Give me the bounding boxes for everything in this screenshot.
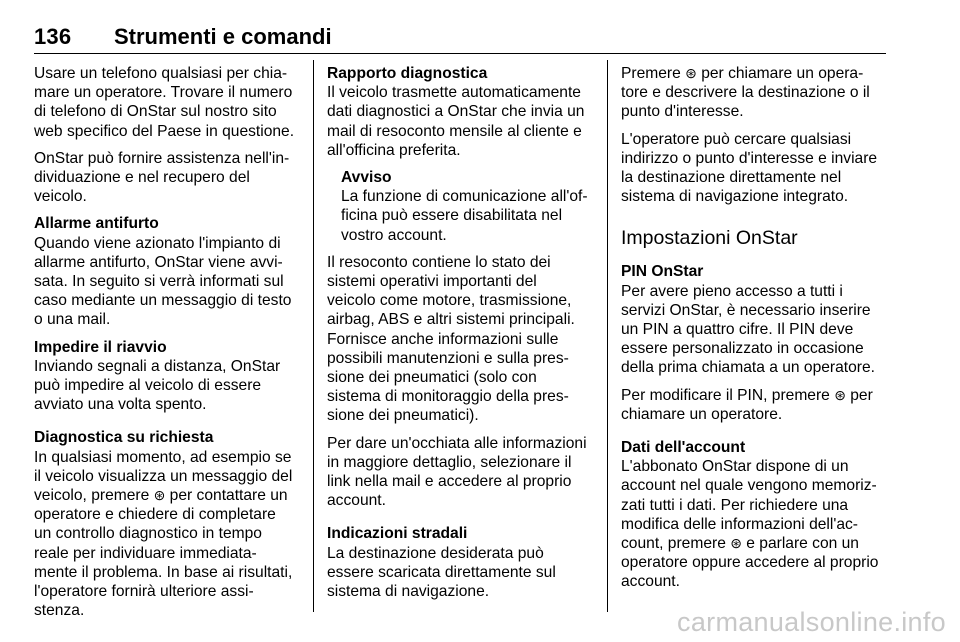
text-line: la destinazione direttamente nel [621,169,842,187]
section-pin [621,262,891,377]
paragraph [621,130,891,207]
text-line: reale per individuare immediata- [34,544,257,562]
onstar-button-icon: ⊛ [730,535,742,552]
subheading: Allarme antifurto [34,215,159,233]
text-line [621,386,891,405]
notice-heading: Avviso [341,169,392,187]
text-line: Il resoconto contiene lo stato dei [327,253,551,271]
section-account-data [621,438,891,592]
text-line: l'operatore fornirà ulteriore assi- [34,583,254,601]
text-line: Per dare un'occhiata alle informazioni [327,434,587,452]
text-line: sione dei pneumatici). [327,407,479,425]
text-line: mare un operatore. Trovare il numero [34,84,293,102]
text-line: essere scaricata direttamente sul [327,563,556,581]
text-line: della prima chiamata a un operatore. [621,359,875,377]
text-span: e parlare con un [741,535,859,553]
text-line: account nel quale vengono memoriz- [621,477,877,495]
text-line: sata. In seguito si verrà informati sul [34,273,284,291]
text-span: per contattare un [165,487,288,505]
text-span: Per modificare il PIN, premere [621,386,835,404]
paragraph [327,434,597,511]
column-middle [327,64,597,609]
text-line: Inviando segnali a distanza, OnStar [34,357,281,375]
section-diagnostic-report [327,64,597,160]
text-line: servizi OnStar, è necessario inserire [621,301,871,319]
subheading: PIN OnStar [621,263,704,281]
text-line: Per avere pieno accesso a tutti i [621,282,843,300]
text-line: sistema di navigazione. [327,583,490,601]
text-line: account. [327,492,386,510]
subheading: Impedire il riavvio [34,338,167,356]
text-line: vostro account. [341,226,447,244]
text-span: veicolo, premere [34,487,154,505]
text-line: indirizzo o punto d'interesse e inviare [621,149,878,167]
text-span: Premere [621,65,686,82]
text-line: punto d'interesse. [621,103,744,121]
text-line [621,64,891,83]
text-line: Fornisce anche informazioni sulle [327,330,559,348]
text-line: sione dei pneumatici (solo con [327,369,537,387]
text-line: chiamare un operatore. [621,405,783,423]
watermark: carmanualsonline.info [677,607,946,637]
section-directions [327,524,597,601]
section-anti-theft [34,214,304,329]
text-line [34,486,304,505]
section-diagnostics-on-demand [34,428,304,620]
text-line: Quando viene azionato l'impianto di [34,234,281,252]
text-line: La funzione di comunicazione all'of- [341,188,588,206]
text-line: La destinazione desiderata può [327,544,544,562]
section-heading: Impostazioni OnStar [621,227,798,250]
paragraph [621,64,891,122]
subheading: Indicazioni stradali [327,525,468,543]
text-line: il veicolo visualizza un messaggio del [34,467,293,485]
column-left [34,64,304,628]
section-restart-block [34,338,304,415]
subheading: Rapporto diagnostica [327,65,488,82]
text-line: può impedire al veicolo di essere [34,377,262,395]
text-line: ficina può essere disabilitata nel [341,207,563,225]
text-line: mail di resoconto mensile al cliente e [327,122,582,140]
paragraph [621,386,891,424]
text-line: account. [621,573,680,591]
paragraph [327,253,597,426]
text-line: operatore oppure accedere al proprio [621,554,879,572]
text-line: modifica delle informazioni dell'ac- [621,515,858,533]
text-line: mente il problema. In base ai risultati, [34,563,293,581]
page-header [34,20,886,54]
text-line: all'officina preferita. [327,141,461,159]
text-line: In qualsiasi momento, ad esempio se [34,448,292,466]
text-line: in maggiore dettaglio, selezionare il [327,453,572,471]
subheading: Diagnostica su richiesta [34,429,214,447]
text-line: web specifico del Paese in questione. [34,122,295,140]
notice-box [341,168,597,245]
text-line: OnStar può fornire assistenza nell'in- [34,149,290,167]
section-title: Strumenti e comandi [114,24,332,49]
column-divider [313,60,314,612]
text-line: Il veicolo trasmette automaticamente [327,84,581,102]
text-line: allarme antifurto, OnStar viene avvi- [34,253,283,271]
text-line: o una mail. [34,311,111,329]
text-span: per chiamare un opera- [696,65,864,82]
column-right [621,64,891,600]
text-line: sistema di monitoraggio della pres- [327,388,569,406]
paragraph [34,64,304,141]
text-line: stenza. [34,602,85,620]
onstar-button-icon: ⊛ [685,65,697,81]
text-line: sistemi operativi importanti del [327,273,537,291]
text-line: veicolo. [34,188,87,206]
text-span: count, premere [621,535,731,553]
text-line: Usare un telefono qualsiasi per chia- [34,65,288,82]
page-number: 136 [34,24,72,49]
text-line: veicolo come motore, trasmissione, [327,292,572,310]
text-line: sistema di navigazione integrato. [621,188,849,206]
onstar-button-icon: ⊛ [153,487,166,504]
text-line: dividuazione e nel recupero del [34,169,250,187]
text-line: caso mediante un messaggio di testo [34,292,292,310]
text-line: zati tutti i dati. Per richiedere una [621,496,849,514]
text-line: L'operatore può cercare qualsiasi [621,130,852,148]
text-line: airbag, ABS e altri sistemi principali. [327,311,575,329]
text-line: link nella mail e accedere al proprio [327,473,572,491]
text-line: possibili manutenzioni e sulla pres- [327,349,569,367]
text-line: operatore e chiedere di completare [34,506,276,524]
text-line: tore e descrivere la destinazione o il [621,84,870,102]
text-line: dati diagnostici a OnStar che invia un [327,103,585,121]
text-line: avviato una volta spento. [34,396,207,414]
text-span: per [845,386,873,404]
text-line: un controllo diagnostico in tempo [34,525,262,543]
subheading: Dati dell'account [621,439,746,457]
text-line [621,534,891,553]
text-line: un PIN a quattro cifre. Il PIN deve [621,321,854,339]
paragraph [34,149,304,207]
text-line: di telefono di OnStar sul nostro sito [34,103,277,121]
column-divider [607,60,608,612]
text-line: L'abbonato OnStar dispone di un [621,458,849,476]
text-line: essere personalizzato in occasione [621,340,864,358]
onstar-button-icon: ⊛ [834,386,846,403]
